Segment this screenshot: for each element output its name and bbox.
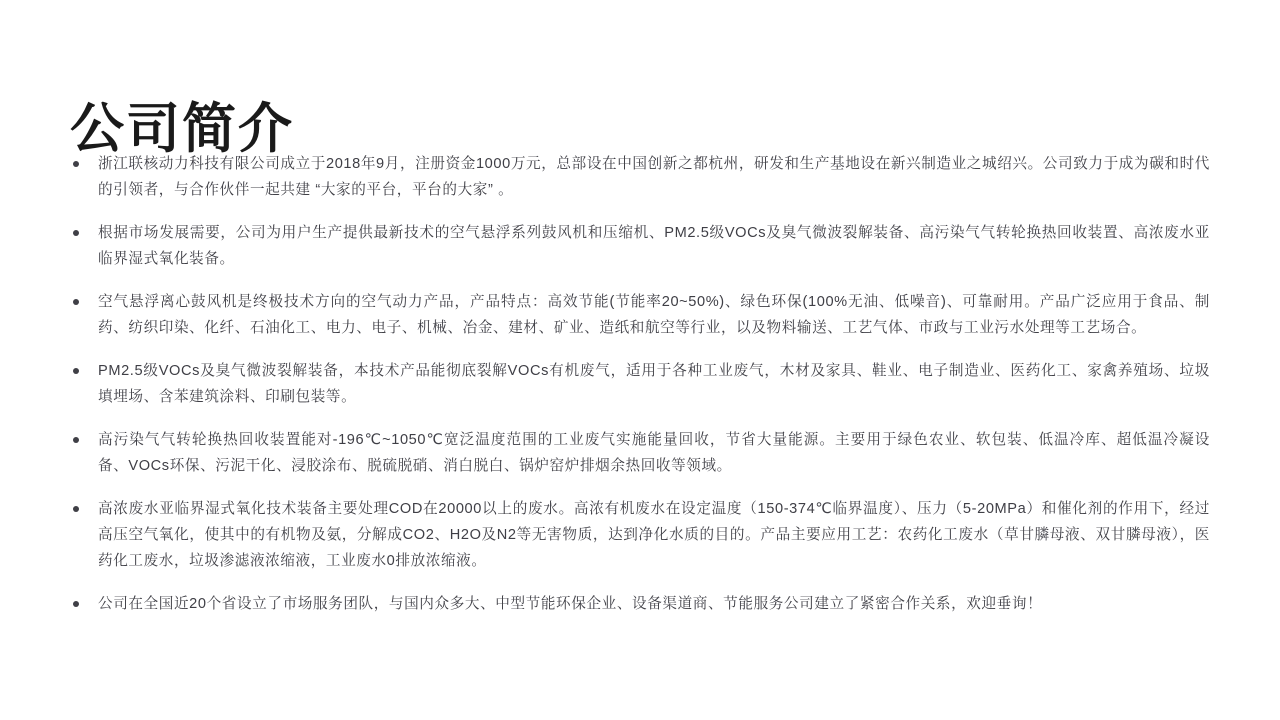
bullet-dot-icon — [73, 601, 79, 607]
list-item-text: 公司在全国近20个省设立了市场服务团队，与国内众多大、中型节能环保企业、设备渠道商、节能服务公司建立了紧密合作关系，欢迎垂询！ — [98, 595, 1043, 612]
list-item-text: 高污染气气转轮换热回收装置能对-196℃~1050℃宽泛温度范围的工业废气实施能量回收，节省大量能源。主要用于绿色农业、软包装、低温冷库、超低温冷凝设备、VOCs环保、污泥干化、浸胶涂布、脱硫脱硝、消白脱白、锅炉窑炉排烟余热回收等领域。 — [98, 431, 1210, 474]
bullet-dot-icon — [73, 161, 79, 167]
bullet-dot-icon — [73, 230, 79, 236]
list-item — [70, 290, 1210, 342]
company-intro-bullet-list — [70, 152, 1210, 618]
list-item-text: 浙江联核动力科技有限公司成立于2018年9月，注册资金1000万元，总部设在中国创新之都杭州，研发和生产基地设在新兴制造业之城绍兴。公司致力于成为碳和时代的引领者，与合作伙伴一起共建 “大家的平台，平台的大家” 。 — [98, 156, 1210, 198]
list-item — [70, 221, 1210, 273]
bullet-dot-icon — [73, 299, 79, 305]
bullet-dot-icon — [73, 437, 79, 443]
list-item-text: 高浓废水亚临界湿式氧化技术装备主要处理COD在20000以上的废水。高浓有机废水在设定温度（150-374℃临界温度）、压力（5-20MPa）和催化剂的作用下，经过高压空气氧化，使其中的有机物及氨，分解成CO2、H2O及N2等无害物质，达到净化水质的目的。产品主要应用工艺：农药化工废水（草甘膦母液、双甘膦母液），医药化工废水，垃圾渗滤液浓缩液，工业废水0排放浓缩液。 — [98, 500, 1210, 569]
list-item-text: 根据市场发展需要，公司为用户生产提供最新技术的空气悬浮系列鼓风机和压缩机、PM2.5级VOCs及臭气微波裂解装备、高污染气气转轮换热回收装置、高浓废水亚临界湿式氧化装备。 — [98, 224, 1210, 267]
list-item-text: 空气悬浮离心鼓风机是终极技术方向的空气动力产品，产品特点：高效节能(节能率20~50%)、绿色环保(100%无油、低噪音)、可靠耐用。产品广泛应用于食品、制药、纺织印染、化纤、石油化工、电力、电子、机械、冶金、建材、矿业、造纸和航空等行业，以及物料输送、工艺气体、市政与工业污水处理等工艺场合。 — [98, 293, 1210, 336]
list-item — [70, 152, 1210, 204]
list-item — [70, 428, 1210, 480]
list-item-text: PM2.5级VOCs及臭气微波裂解装备，本技术产品能彻底裂解VOCs有机废气，适用于各种工业废气，木材及家具、鞋业、电子制造业、医药化工、家禽养殖场、垃圾填埋场、含苯建筑涂料、印刷包装等。 — [98, 362, 1210, 405]
bullet-dot-icon — [73, 506, 79, 512]
list-item — [70, 592, 1210, 618]
bullet-dot-icon — [73, 368, 79, 374]
page-title: 公司简介 — [70, 99, 294, 160]
list-item — [70, 359, 1210, 411]
list-item — [70, 497, 1210, 575]
